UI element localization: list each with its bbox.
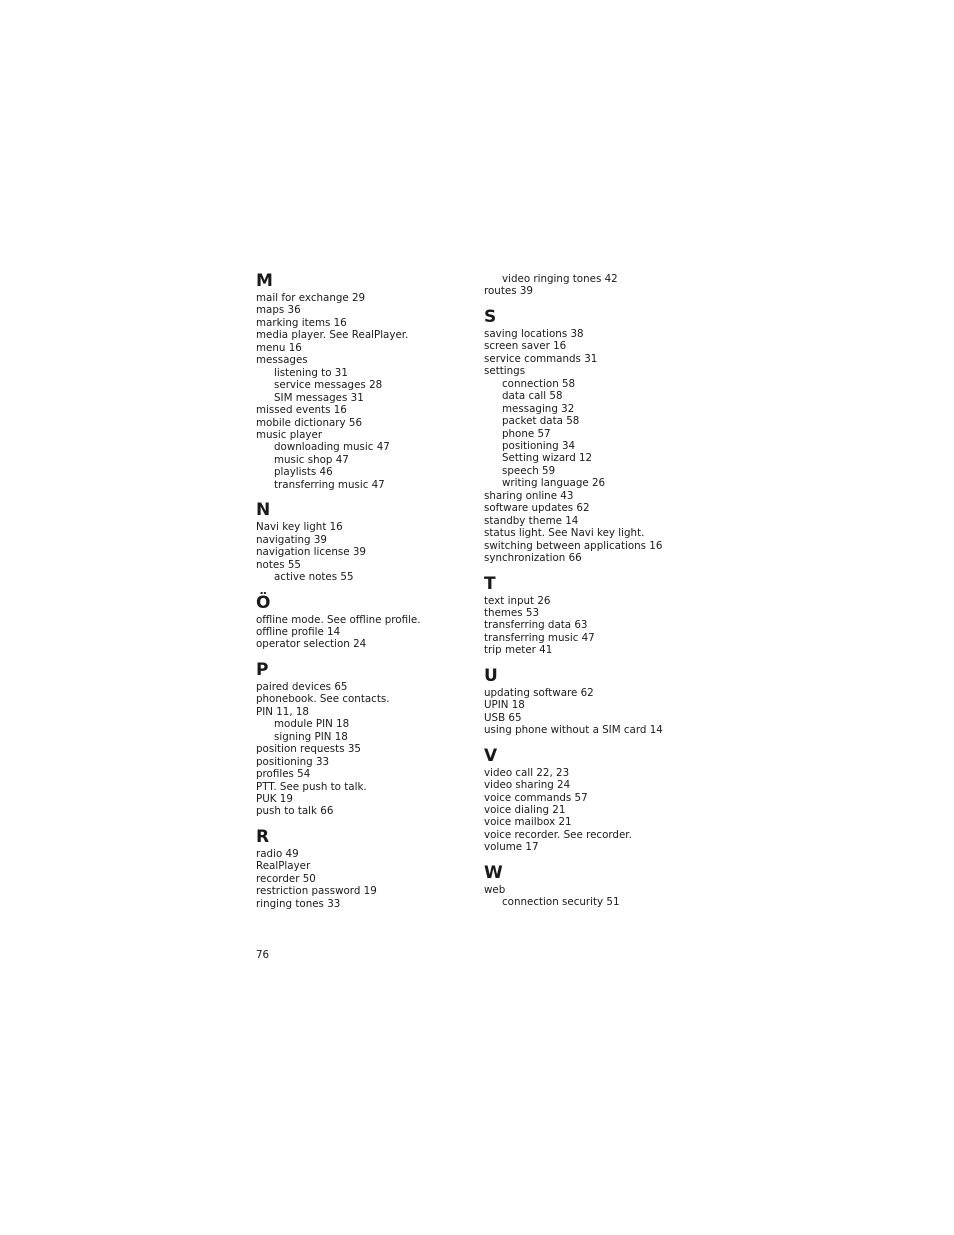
index-subentry: signing PIN 18 [274, 730, 348, 743]
index-entry: screen saver 16 [484, 340, 567, 353]
index-entry: positioning 33 [256, 755, 330, 768]
index-entry: status light. See Navi key light. [484, 527, 645, 540]
index-subentry: speech 59 [502, 464, 556, 477]
index-entry: USB 65 [484, 711, 522, 724]
index-subentry: data call 58 [502, 390, 563, 403]
index-subentry: Setting wizard 12 [502, 452, 593, 465]
index-entry: switching between applications 16 [484, 539, 663, 552]
index-column-right [484, 273, 699, 909]
index-entry: messages [256, 354, 308, 367]
index-entry: saving locations 38 [484, 327, 584, 340]
index-subentry: messaging 32 [502, 402, 575, 415]
index-entry: settings [484, 365, 526, 378]
index-entry: transferring music 47 [484, 631, 595, 644]
index-subentry: connection security 51 [502, 896, 620, 909]
section-letter-heading: U [484, 665, 498, 686]
index-section [484, 306, 699, 565]
section-letter-heading: S [484, 306, 497, 327]
section-letter-heading: N [256, 500, 271, 521]
index-section [484, 745, 699, 854]
index-entry: PTT. See push to talk. [256, 780, 367, 793]
index-entry: voice mailbox 21 [484, 816, 572, 829]
index-entry: push to talk 66 [256, 805, 334, 818]
index-subentry: music shop 47 [274, 453, 349, 466]
index-subentry: downloading music 47 [274, 441, 390, 454]
index-subentry: transferring music 47 [274, 478, 385, 491]
index-entry: standby theme 14 [484, 514, 579, 527]
index-entry: restriction password 19 [256, 885, 377, 898]
index-entry: recorder 50 [256, 872, 316, 885]
index-entry: voice dialing 21 [484, 803, 566, 816]
index-subentry: phone 57 [502, 427, 551, 440]
index-entry: software updates 62 [484, 502, 590, 515]
section-letter-heading: T [484, 573, 496, 594]
index-section [256, 826, 471, 910]
index-entry: sharing online 43 [484, 489, 574, 502]
index-entry: video call 22, 23 [484, 766, 570, 779]
index-entry: notes 55 [256, 558, 301, 571]
index-section [484, 862, 699, 909]
index-entry: operator selection 24 [256, 638, 367, 651]
index-subentry: listening to 31 [274, 366, 348, 379]
index-subentry: connection 58 [502, 377, 576, 390]
index-section [256, 592, 471, 651]
index-entry: using phone without a SIM card 14 [484, 724, 663, 737]
index-entry: media player. See RealPlayer. [256, 329, 409, 342]
index-entry: navigating 39 [256, 533, 327, 546]
page-number: 76 [256, 949, 270, 961]
index-entry: themes 53 [484, 606, 540, 619]
section-letter-heading: W [484, 862, 503, 883]
index-entry: PIN 11, 18 [256, 705, 309, 718]
index-entry: navigation license 39 [256, 546, 366, 559]
index-subentry: packet data 58 [502, 415, 580, 428]
index-entry: voice commands 57 [484, 791, 588, 804]
index-entry: PUK 19 [256, 792, 293, 805]
index-entry: missed events 16 [256, 404, 347, 417]
index-entry: mobile dictionary 56 [256, 416, 362, 429]
index-entry: maps 36 [256, 304, 301, 317]
section-letter-heading: V [484, 745, 498, 766]
index-entry: updating software 62 [484, 686, 594, 699]
index-section [256, 659, 471, 818]
index-section [484, 573, 699, 657]
index-entry: RealPlayer [256, 860, 311, 873]
index-entry: transferring data 63 [484, 619, 588, 632]
index-section [256, 270, 471, 491]
index-entry: menu 16 [256, 341, 302, 354]
index-entry: mail for exchange 29 [256, 292, 366, 304]
index-subentry: active notes 55 [274, 571, 354, 584]
index-subentry: positioning 34 [502, 439, 576, 452]
index-entry: UPIN 18 [484, 699, 525, 712]
index-entry: service commands 31 [484, 352, 598, 365]
index-entry: radio 49 [256, 847, 299, 860]
index-entry: phonebook. See contacts. [256, 693, 390, 706]
index-subentry: writing language 26 [502, 477, 606, 490]
index-subentry: service messages 28 [274, 379, 383, 392]
index-entry: paired devices 65 [256, 680, 348, 693]
index-entry: text input 26 [484, 594, 551, 607]
index-entry: profiles 54 [256, 768, 311, 781]
index-entry: position requests 35 [256, 743, 361, 756]
index-section [484, 273, 699, 298]
index-entry: music player [256, 428, 323, 441]
index-entry: Navi key light 16 [256, 521, 343, 534]
index-entry: voice recorder. See recorder. [484, 828, 632, 841]
index-entry: offline profile 14 [256, 625, 341, 638]
section-letter-heading: P [256, 659, 269, 680]
index-subentry: video ringing tones 42 [502, 273, 618, 285]
index-entry: synchronization 66 [484, 552, 582, 565]
index-section [256, 499, 471, 583]
section-letter-heading: Ö [256, 592, 271, 613]
index-entry: trip meter 41 [484, 644, 553, 657]
index-entry: offline mode. See offline profile. [256, 613, 421, 626]
index-entry: ringing tones 33 [256, 897, 341, 910]
index-entry: web [484, 883, 506, 896]
index-column-left [256, 270, 471, 910]
section-letter-heading: M [256, 271, 273, 291]
section-letter-heading: R [256, 826, 270, 847]
index-section [484, 665, 699, 737]
index-subentry: SIM messages 31 [274, 391, 364, 404]
index-subentry: module PIN 18 [274, 718, 350, 731]
index-entry: video sharing 24 [484, 779, 571, 792]
index-subentry: playlists 46 [274, 466, 333, 479]
index-entry: volume 17 [484, 841, 539, 854]
index-entry: marking items 16 [256, 316, 347, 329]
index-entry: routes 39 [484, 285, 533, 298]
